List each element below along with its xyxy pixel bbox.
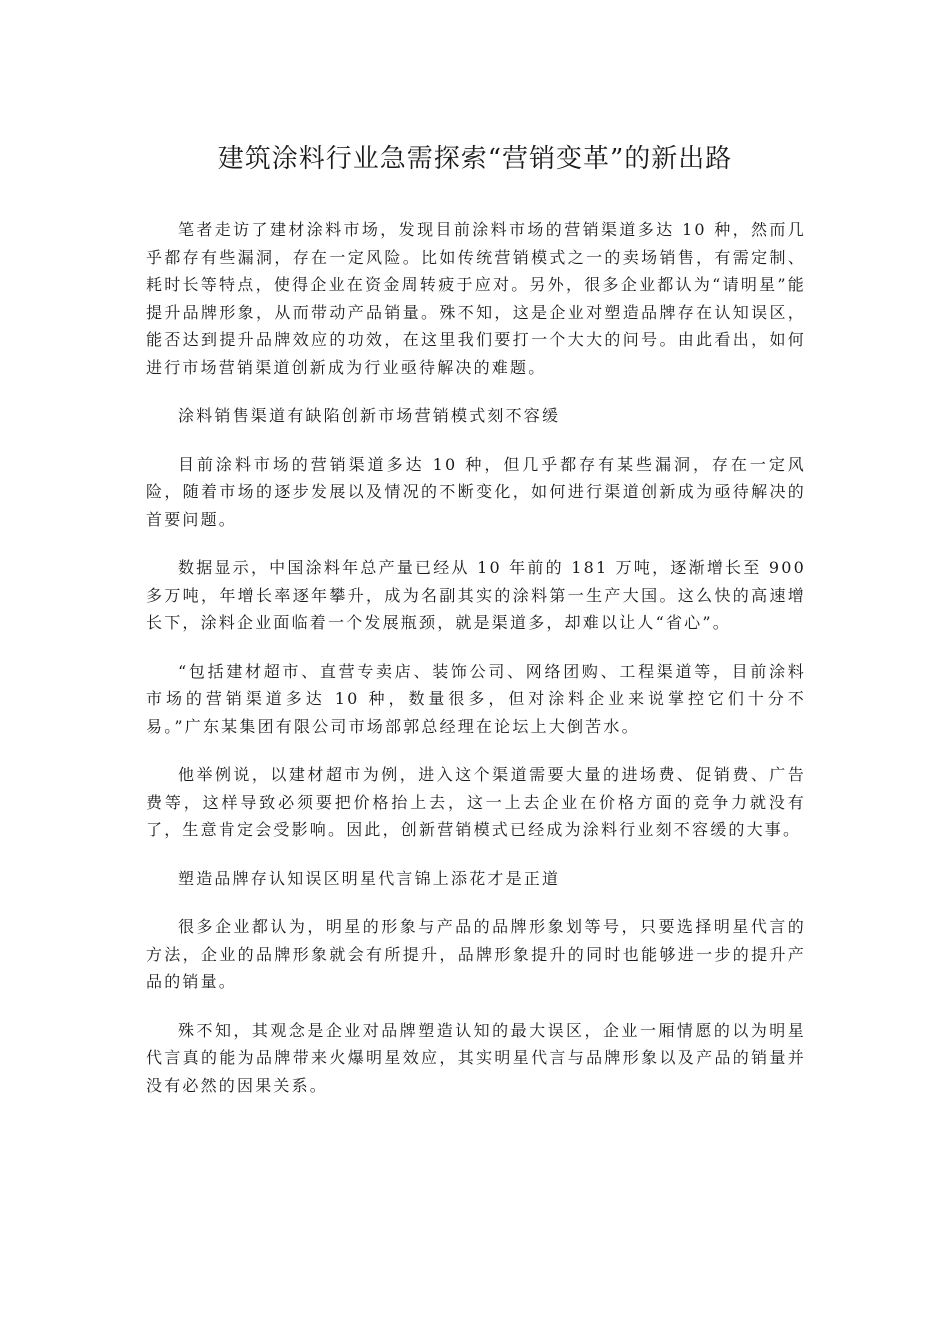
paragraph-quote: “包括建材超市、直营专卖店、装饰公司、网络团购、工程渠道等，目前涂料市场的营销渠道多达 10 种，数量很多，但对涂料企业来说掌控它们十分不易。”广东某集团有限公司市场部郭总经理在论坛上大倒苦水。: [146, 661, 806, 736]
paragraph-brand: 很多企业都认为，明星的形象与产品的品牌形象划等号，只要选择明星代言的方法，企业的品牌形象就会有所提升，品牌形象提升的同时也能够进一步的提升产品的销量。: [146, 917, 806, 991]
paragraph-data: 数据显示，中国涂料年总产量已经从 10 年前的 181 万吨，逐渐增长至 900 多万吨，年增长率逐年攀升，成为名副其实的涂料第一生产大国。这么快的高速增长下，涂料企业面临着一个发展瓶颈，就是渠道多，却难以让人“省心”。: [146, 558, 806, 632]
article-body: [146, 216, 806, 1120]
section-heading-brand: 塑造品牌存认知误区明星代言锦上添花才是正道: [178, 868, 561, 888]
paragraph-example: 他举例说，以建材超市为例，进入这个渠道需要大量的进场费、促销费、广告费等，这样导致必须要把价格抬上去，这一上去企业在价格方面的竞争力就没有了，生意肯定会受影响。因此，创新营销模式已经成为涂料行业刻不容缓的大事。: [146, 765, 806, 839]
paragraph-misconception: 殊不知，其观念是企业对品牌塑造认知的最大误区，企业一厢情愿的以为明星代言真的能为品牌带来火爆明星效应，其实明星代言与品牌形象以及产品的销量并没有必然的因果关系。: [146, 1020, 806, 1095]
article-title: 建筑涂料行业急需探索“营销变革”的新出路: [217, 144, 733, 174]
paragraph-channels: 目前涂料市场的营销渠道多达 10 种，但几乎都存有某些漏洞，存在一定风险，随着市场的逐步发展以及情况的不断变化，如何进行渠道创新成为亟待解决的首要问题。: [146, 454, 806, 529]
section-heading-channels: 涂料销售渠道有缺陷创新市场营销模式刻不容缓: [178, 406, 561, 425]
paragraph-intro: 笔者走访了建材涂料市场，发现目前涂料市场的营销渠道多达 10 种，然而几乎都存有些漏洞，存在一定风险。比如传统营销模式之一的卖场销售，有需定制、耗时长等特点，使得企业在资金周转疲于应对。另外，很多企业都认为“请明星”能提升品牌形象，从而带动产品销量。殊不知，这是企业对塑造品牌存在认知误区，能否达到提升品牌效应的功效，在这里我们要打一个大大的问号。由此看出，如何进行市场营销渠道创新成为行业亟待解决的难题。: [146, 220, 806, 377]
